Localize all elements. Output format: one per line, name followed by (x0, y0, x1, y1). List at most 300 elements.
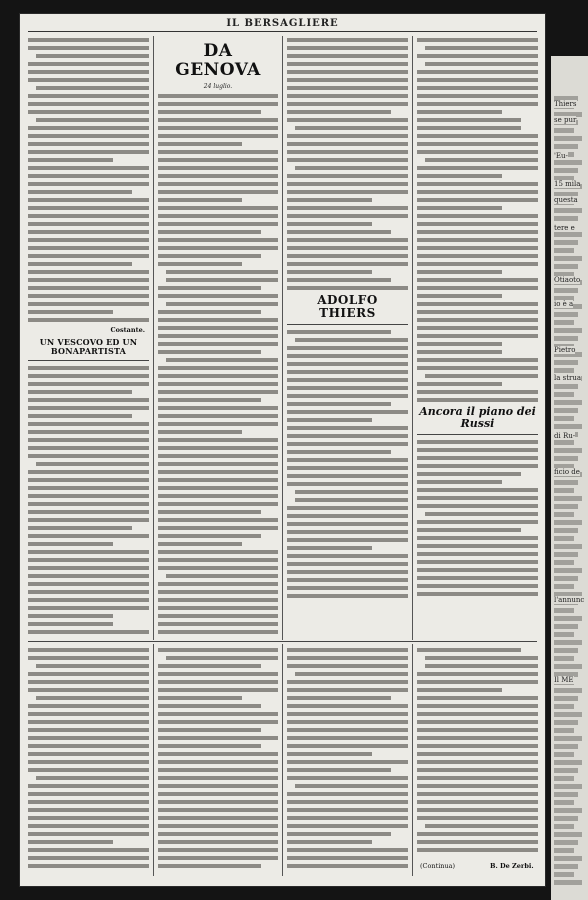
strip-word: Il ME (554, 676, 574, 684)
band-divider-1 (153, 644, 154, 876)
text-line (158, 446, 278, 450)
text-line (158, 566, 278, 570)
column-divider-2 (282, 36, 283, 640)
strip-text-line (554, 128, 574, 133)
text-line (417, 302, 538, 306)
text-line (417, 576, 538, 580)
strip-text-line (554, 488, 574, 493)
column-1-text-top (28, 38, 149, 322)
text-line (417, 294, 502, 298)
text-line (417, 712, 538, 716)
text-line (295, 338, 408, 342)
text-line (28, 712, 149, 716)
text-line (166, 278, 278, 282)
text-line (158, 550, 278, 554)
text-line (417, 70, 538, 74)
strip-word: questa (554, 196, 578, 204)
strip-text-line (554, 728, 574, 733)
text-line (417, 150, 538, 154)
text-line (287, 402, 391, 406)
text-line (287, 46, 408, 50)
text-line (287, 378, 408, 382)
text-line (425, 158, 538, 162)
band-column-1 (28, 648, 149, 874)
text-line (28, 864, 149, 868)
text-line (417, 254, 538, 258)
strip-text-line (554, 144, 578, 149)
strip-text-line (554, 704, 574, 709)
text-line (158, 598, 278, 602)
text-line (287, 688, 408, 692)
text-line (287, 102, 408, 106)
text-line (417, 262, 538, 266)
text-line (287, 118, 408, 122)
text-line (28, 614, 113, 618)
text-line (287, 354, 408, 358)
strip-text-line (554, 840, 578, 845)
text-line (158, 622, 278, 626)
strip-text-line (554, 864, 578, 869)
text-line (287, 450, 391, 454)
text-line (28, 38, 149, 42)
text-line (287, 680, 408, 684)
text-line (287, 394, 408, 398)
text-line (28, 526, 132, 530)
text-line (287, 728, 408, 732)
text-line (28, 406, 149, 410)
text-line (28, 752, 149, 756)
text-line (28, 688, 149, 692)
strip-text-line (554, 392, 574, 397)
text-line (417, 464, 538, 468)
text-line (28, 102, 149, 106)
text-line (28, 190, 132, 194)
strip-text-line (554, 576, 578, 581)
text-line (158, 672, 278, 676)
text-line (417, 848, 538, 852)
column-2 (158, 38, 278, 638)
strip-text-line (554, 752, 574, 757)
text-line (417, 480, 502, 484)
strip-word: Thiers (554, 100, 577, 108)
column-1-article-title: UN VESCOVO ED UN BONAPARTISTA (39, 337, 138, 356)
text-line (417, 38, 538, 42)
column-1-signature: Costante. (110, 326, 145, 334)
text-line (417, 198, 538, 202)
strip-text-line (554, 664, 582, 669)
strip-text-line (554, 648, 578, 653)
text-line (28, 214, 149, 218)
text-line (28, 856, 149, 860)
text-line (287, 816, 408, 820)
text-line (158, 494, 278, 498)
text-line (158, 230, 261, 234)
text-line (287, 768, 391, 772)
text-line (158, 134, 278, 138)
text-line (287, 578, 408, 582)
text-line (417, 318, 538, 322)
text-line (166, 656, 278, 660)
text-line (28, 728, 149, 732)
text-line (417, 350, 502, 354)
text-line (295, 784, 408, 788)
text-line (287, 514, 408, 518)
text-line (417, 366, 538, 370)
text-line (417, 728, 538, 732)
text-line (417, 456, 538, 460)
text-line (158, 462, 278, 466)
text-line (287, 744, 408, 748)
strip-text-line (554, 368, 574, 373)
strip-word: Otiaoto (554, 276, 581, 284)
text-line (158, 680, 278, 684)
strip-text-line (554, 696, 578, 701)
text-line (287, 736, 408, 740)
text-line (158, 760, 278, 764)
strip-text-line (554, 208, 582, 213)
strip-text-line (554, 760, 582, 765)
text-line (158, 182, 278, 186)
strip-text-line (554, 632, 574, 637)
strip-word: 'Eu- (554, 152, 568, 160)
text-line (287, 664, 408, 668)
text-line (28, 254, 149, 258)
text-line (158, 454, 278, 458)
text-line (287, 38, 408, 42)
text-line (28, 486, 149, 490)
text-line (28, 824, 149, 828)
text-line (295, 498, 408, 502)
text-line (28, 142, 149, 146)
text-line (295, 672, 408, 676)
strip-text-line (554, 400, 582, 405)
column-divider-3 (412, 36, 413, 640)
text-line (287, 86, 408, 90)
text-line (287, 182, 408, 186)
strip-text-line (554, 640, 582, 645)
strip-word: la strua (554, 374, 582, 382)
strip-text-line (554, 824, 574, 829)
text-line (417, 238, 538, 242)
text-line (417, 720, 538, 724)
text-line (295, 490, 408, 494)
text-line (158, 630, 278, 634)
text-line (287, 362, 408, 366)
text-line (158, 808, 278, 812)
strip-text-line (554, 768, 578, 773)
text-line (287, 230, 391, 234)
text-line (36, 118, 149, 122)
text-line (287, 442, 408, 446)
text-line (417, 214, 538, 218)
text-line (158, 174, 278, 178)
text-line (28, 470, 149, 474)
text-line (417, 398, 538, 402)
text-line (158, 800, 278, 804)
text-line (417, 536, 538, 540)
text-line (287, 712, 408, 716)
text-line (417, 440, 538, 444)
strip-text-line (554, 872, 574, 877)
text-line (158, 478, 278, 482)
text-line (287, 418, 372, 422)
text-line (158, 118, 278, 122)
strip-text-line (554, 536, 574, 541)
text-line (287, 538, 408, 542)
text-line (417, 270, 502, 274)
strip-text-line (554, 712, 582, 717)
text-line (287, 214, 408, 218)
strip-text-line (554, 232, 582, 237)
band-column-4 (417, 648, 538, 858)
text-line (28, 542, 113, 546)
text-line (28, 502, 149, 506)
text-line (287, 466, 408, 470)
text-line (166, 302, 278, 306)
strip-text-line (554, 816, 578, 821)
strip-text-line (554, 264, 578, 269)
text-line (287, 262, 408, 266)
text-line (166, 574, 278, 578)
text-line (417, 552, 538, 556)
text-line (158, 744, 261, 748)
strip-text-line (554, 136, 582, 141)
text-line (158, 840, 278, 844)
text-line (417, 760, 538, 764)
text-line (287, 410, 408, 414)
strip-text-line (554, 848, 574, 853)
text-line (158, 142, 242, 146)
text-line (28, 134, 149, 138)
text-line (287, 330, 391, 334)
header-rule (28, 31, 537, 32)
text-line (417, 286, 538, 290)
text-line (417, 382, 502, 386)
band-divider-2 (282, 644, 283, 876)
text-line (417, 544, 538, 548)
text-line (417, 520, 538, 524)
text-line (28, 286, 149, 290)
text-line (417, 560, 538, 564)
text-line (158, 382, 278, 386)
text-line (425, 824, 538, 828)
text-line (417, 110, 502, 114)
text-line (28, 534, 149, 538)
text-line (28, 808, 149, 812)
band-column-2 (158, 648, 278, 874)
text-line (417, 390, 538, 394)
text-line (28, 446, 149, 450)
strip-text-line (554, 808, 582, 813)
text-line (28, 518, 149, 522)
text-line (158, 294, 278, 298)
text-line (28, 744, 149, 748)
strip-text-line (554, 688, 582, 693)
text-line (158, 94, 278, 98)
strip-text-line (554, 656, 574, 661)
text-line (287, 458, 408, 462)
text-line (28, 680, 149, 684)
text-line (417, 206, 502, 210)
column-3-article-title: ADOLFO THIERS (317, 293, 378, 321)
strip-text-line (554, 544, 582, 549)
text-line (28, 648, 149, 652)
text-line (28, 768, 149, 772)
text-line (287, 856, 408, 860)
text-line (158, 102, 278, 106)
column-2-article-title: DA GENOVA (175, 41, 261, 80)
strip-text-line (554, 744, 578, 749)
text-line (287, 482, 408, 486)
text-line (28, 222, 149, 226)
text-line (417, 182, 538, 186)
text-line (28, 430, 149, 434)
strip-text-line (554, 832, 582, 837)
text-line (158, 614, 278, 618)
strip-text-line (554, 880, 582, 885)
column-2-dateline: 24 luglio. (203, 83, 233, 91)
text-line (28, 840, 113, 844)
text-line (287, 110, 391, 114)
text-line (158, 414, 278, 418)
text-line (28, 656, 149, 660)
text-line (28, 720, 149, 724)
text-line (417, 648, 521, 652)
text-line (417, 310, 538, 314)
text-line (158, 606, 278, 610)
strip-word: ficio de (554, 468, 580, 476)
text-line (425, 374, 538, 378)
text-line (417, 448, 538, 452)
text-line (158, 510, 261, 514)
strip-text-line (554, 408, 578, 413)
text-line (287, 824, 408, 828)
column-3-text-top (287, 38, 408, 290)
text-line (158, 470, 278, 474)
strip-text-line (554, 792, 578, 797)
text-line (287, 238, 408, 242)
text-line (287, 426, 408, 430)
text-line (287, 246, 408, 250)
text-line (28, 582, 149, 586)
text-line (417, 504, 538, 508)
text-line (28, 816, 149, 820)
text-line (417, 190, 538, 194)
text-line (287, 840, 372, 844)
strip-word: Pietro (554, 346, 576, 354)
text-line (158, 246, 278, 250)
text-line (28, 230, 149, 234)
strip-word: io è a (554, 300, 574, 308)
text-line (287, 546, 372, 550)
text-line (287, 792, 408, 796)
continued-note: (Continua) (420, 862, 456, 870)
text-line (36, 462, 149, 466)
text-line (158, 166, 278, 170)
text-line (417, 792, 538, 796)
text-line (287, 776, 408, 780)
text-line (287, 142, 408, 146)
adjacent-page-strip (551, 56, 588, 900)
strip-text-line (554, 168, 578, 173)
text-line (28, 558, 149, 562)
text-line (28, 110, 149, 114)
strip-text-line (554, 736, 582, 741)
column-1 (28, 38, 149, 638)
text-line (158, 310, 261, 314)
column-3-text-bottom (287, 330, 408, 598)
text-line (287, 150, 408, 154)
text-line (28, 494, 149, 498)
strip-text-line (554, 856, 582, 861)
text-line (417, 222, 538, 226)
text-line (295, 126, 408, 130)
strip-text-line (554, 320, 574, 325)
text-line (28, 398, 149, 402)
text-line (417, 174, 502, 178)
text-line (295, 166, 408, 170)
text-line (158, 366, 278, 370)
text-line (158, 704, 261, 708)
text-line (158, 390, 278, 394)
text-line (287, 174, 408, 178)
strip-text-line (554, 608, 574, 613)
strip-text-line (554, 456, 578, 461)
text-line (28, 510, 149, 514)
text-line (28, 374, 149, 378)
text-line (158, 158, 278, 162)
text-line (158, 438, 278, 442)
strip-text-line (554, 416, 574, 421)
text-line (158, 792, 278, 796)
text-line (287, 648, 408, 652)
text-line (158, 502, 278, 506)
text-line (158, 736, 278, 740)
text-line (287, 704, 408, 708)
text-line (28, 478, 149, 482)
text-line (28, 792, 149, 796)
text-line (425, 46, 538, 50)
text-line (417, 342, 502, 346)
text-line (28, 270, 149, 274)
text-line (28, 630, 149, 634)
text-line (28, 182, 149, 186)
text-line (287, 530, 408, 534)
text-line (417, 568, 538, 572)
text-line (287, 206, 408, 210)
strip-text-line (554, 336, 578, 341)
text-line (287, 346, 408, 350)
text-line (158, 688, 278, 692)
text-line (28, 246, 149, 250)
text-line (287, 70, 408, 74)
column-4-title-rule (417, 434, 538, 435)
text-line (158, 526, 278, 530)
strip-word: 15 mila (554, 180, 581, 188)
column-3 (287, 38, 408, 638)
text-line (28, 126, 149, 130)
text-line (166, 358, 278, 362)
text-line (36, 86, 149, 90)
text-line (417, 246, 538, 250)
strip-text-line (554, 616, 582, 621)
text-line (287, 54, 408, 58)
text-line (417, 326, 538, 330)
column-divider-1 (153, 36, 154, 640)
text-line (417, 488, 538, 492)
text-line (417, 230, 538, 234)
text-line (28, 278, 149, 282)
